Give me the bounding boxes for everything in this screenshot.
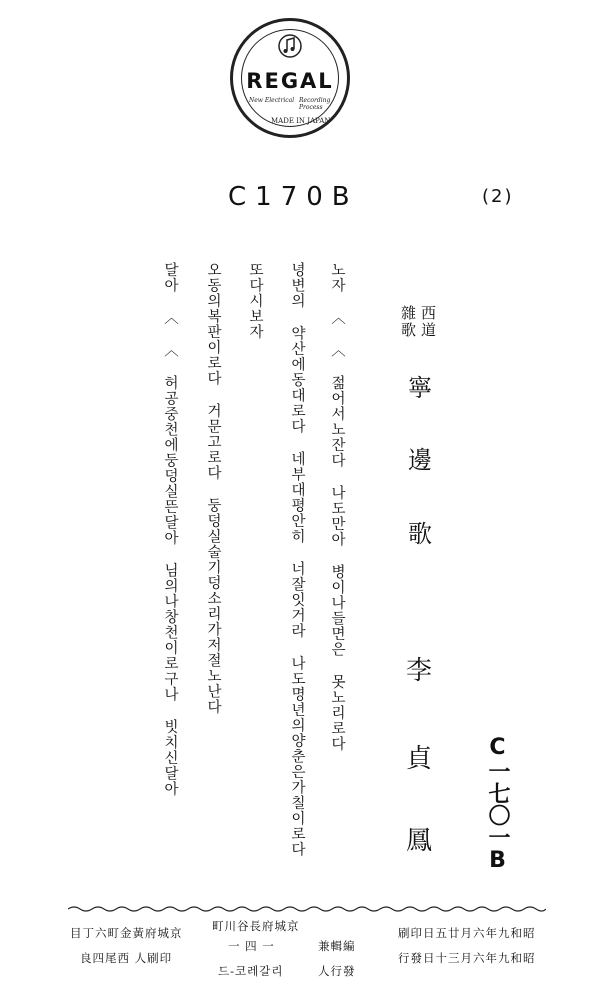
colophon-date-issue: 昭和九年六月三十日發行	[398, 951, 536, 965]
singer-char-1: 李	[406, 656, 433, 686]
colophon-company: 리갈레코-드	[218, 964, 284, 978]
lyric-line-5: 달아 〈 〈 허공중천에둥덩실뜬달아 님의나창천이로구나 빗치신달아	[162, 262, 178, 797]
lyric-line-2: 녕변의 약산에동대로다 네부대평안히 너잘잇거라 나도명년의양춘은가칠이로다	[289, 262, 305, 857]
colophon-printer-address: 京城府黃金町六丁目	[70, 926, 183, 940]
logo-subtitle-left: New Electrical	[249, 97, 295, 104]
song-title-char-1: 寧	[408, 374, 432, 402]
lyric-line-3: 또다시보자	[247, 262, 263, 340]
catalog-number: C170B	[228, 182, 359, 212]
song-title-char-2: 邊	[408, 446, 432, 474]
lyric-line-1: 노자 〈 〈 젊어서노잔다 나도만아 병이나들면은 못노리로다	[329, 262, 345, 752]
regal-logo	[230, 18, 350, 138]
page-number: (2)	[482, 186, 514, 207]
logo-subtitle-right: Recording Process	[299, 97, 331, 111]
lyric-line-4: 오동의복판이로다 거문고로다 둥덩실술기덩소리가저절노난다	[205, 262, 221, 715]
logo-brand: REGAL	[246, 69, 334, 93]
colophon-editor-label: 編輯兼	[318, 939, 356, 953]
colophon-date-print: 昭和九年六月廿五日印刷	[398, 926, 536, 940]
wavy-divider	[68, 905, 546, 913]
colophon-printer: 印刷人 西尾四良	[80, 951, 173, 965]
singer-char-2: 貞	[406, 744, 433, 774]
singer-char-3: 鳳	[406, 826, 433, 856]
colophon-address: 京城府長谷川町	[212, 919, 300, 933]
colophon-publisher-label: 發行人	[318, 964, 356, 978]
side-code: C一七〇一B	[485, 735, 510, 873]
genre-line-1: 西道	[419, 305, 437, 339]
logo-note: MADE IN JAPAN	[271, 117, 331, 125]
genre-line-2: 雜歌	[399, 305, 417, 339]
colophon-address-number: 一 四 一	[228, 939, 275, 953]
music-note-icon	[277, 33, 303, 59]
song-title-char-3: 歌	[408, 520, 432, 548]
